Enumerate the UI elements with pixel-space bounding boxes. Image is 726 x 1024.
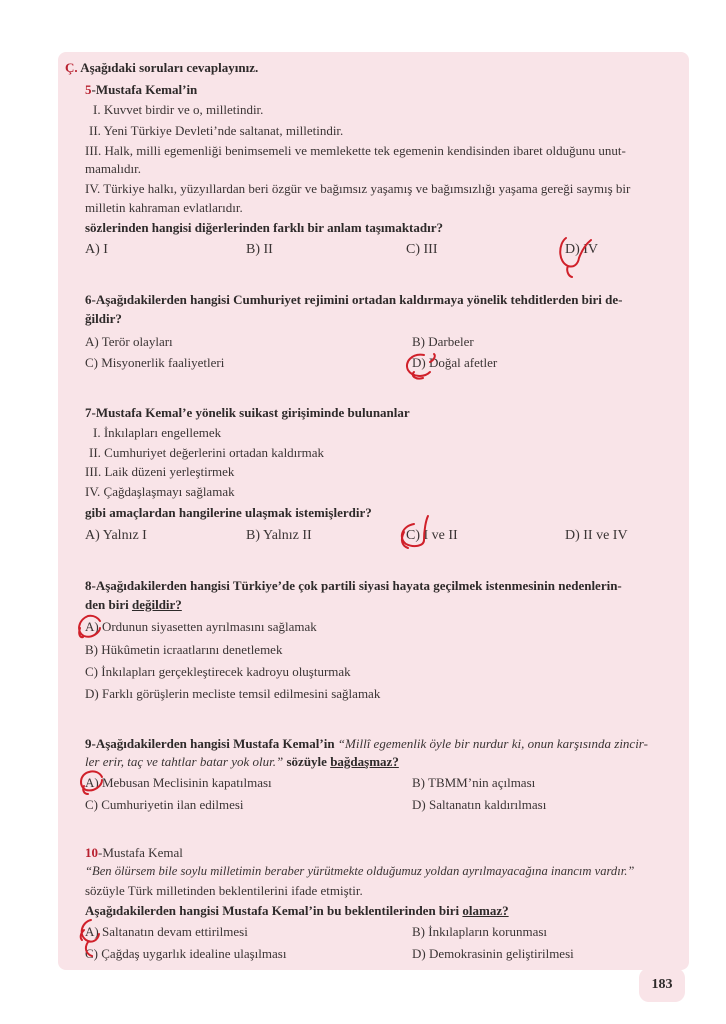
q10-title-text: -Mustafa Kemal [98,845,183,860]
q8-option-c[interactable]: C) İnkılapları gerçekleştirecek kadroyu oluşturmak [85,664,351,679]
q8-option-b[interactable]: B) Hükûmetin icraatlarını denetlemek [85,642,283,657]
q6-line-1: 6-Aşağıdakilerden hangisi Cumhuriyet rejimini ortadan kaldırmaya yönelik tehditlerden biri de- [85,292,623,307]
q10-option-a[interactable]: A) Saltanatın devam ettirilmesi [85,924,248,939]
q9-line-2 [85,752,399,771]
q10-question-prefix: Aşağıdakilerden hangisi Mustafa Kemal’in bu beklentilerinden biri [85,903,463,918]
q8-line-2-prefix: den biri [85,597,132,612]
q5-option-d[interactable]: D) IV [565,242,599,257]
q6-option-b[interactable]: B) Darbeler [412,334,474,349]
q5-title-text: -Mustafa Kemal’in [91,82,198,97]
q7-question: gibi amaçlardan hangilerine ulaşmak istemişlerdir? [85,505,372,520]
q5-option-c[interactable]: C) III [406,242,438,257]
q10-question [85,901,509,920]
q8-emphasis: değildir? [131,597,182,612]
q7-title: 7-Mustafa Kemal’e yönelik suikast girişiminde bulunanlar [85,405,410,420]
q10-quote: “Ben ölürsem bile soylu milletimin beraber yürütmekte olduğumuz yoldan ayrılmayacağına inancım vardır.” [85,864,635,878]
q10-line-3: sözüyle Türk milletinden beklentilerini ifade etmiştir. [85,883,363,898]
q5-question: sözlerinden hangisi diğerlerinden farklı bir anlam taşımaktadır? [85,220,444,235]
q5-item-4-cont: milletin kahraman evlatlarıdır. [85,200,243,215]
q7-item-2: II. Cumhuriyet değerlerini ortadan kaldırmak [89,445,325,460]
q5-option-b[interactable]: B) II [246,242,273,257]
q7-item-4: IV. Çağdaşlaşmayı sağlamak [85,484,235,499]
q5-title: 5-Mustafa Kemal’in [85,82,198,97]
q5-item-2: II. Yeni Türkiye Devleti’nde saltanat, milletindir. [89,123,344,138]
q6-option-d[interactable]: D) Doğal afetler [412,355,498,370]
q7-option-b[interactable]: B) Yalnız II [246,528,312,543]
q8-option-a[interactable]: A) Ordunun siyasetten ayrılmasını sağlamak [85,619,317,634]
q9-line-1 [85,734,648,753]
page-number: 183 [639,968,685,1002]
q5-item-3: III. Halk, milli egemenliği benimsemeli ve memlekette tek egemenin kendisinden ibaret olduğunu unut- [85,143,626,158]
q8-line-2 [85,595,182,614]
q7-option-c[interactable]: C) I ve II [406,528,458,543]
section-letter: Ç. [65,60,78,75]
q9-quote-2: ler erir, taç ve tahtlar batar yok olur.” [85,754,284,769]
q6-option-a[interactable]: A) Terör olayları [85,334,173,349]
q8-line-1: 8-Aşağıdakilerden hangisi Türkiye’de çok partili siyasi hayata geçilmek istenmesinin nedenlerin- [85,578,622,593]
q10-option-b[interactable]: B) İnkılapların korunması [412,924,548,939]
q7-option-a[interactable]: A) Yalnız I [85,528,147,543]
q6-line-2: ğildir? [85,311,122,326]
q9-quote-1: “Millî egemenlik öyle bir nurdur ki, onun karşısında zincir- [337,736,648,751]
q10-emphasis: olamaz? [462,903,509,918]
q9-option-c[interactable]: C) Cumhuriyetin ilan edilmesi [85,797,244,812]
q7-item-1: I. İnkılapları engellemek [93,425,222,440]
q10-option-c[interactable]: C) Çağdaş uygarlık idealine ulaşılması [85,946,287,961]
q5-item-1: I. Kuvvet birdir ve o, milletindir. [93,102,264,117]
q7-option-d[interactable]: D) II ve IV [565,528,628,543]
q8-option-d[interactable]: D) Farklı görüşlerin mecliste temsil edilmesini sağlamak [85,686,381,701]
q9-option-b[interactable]: B) TBMM’nin açılması [412,775,536,790]
q7-item-3: III. Laik düzeni yerleştirmek [85,464,235,479]
q9-option-a[interactable]: A) Mebusan Meclisinin kapatılması [85,775,272,790]
q10-title: 10-Mustafa Kemal [85,845,183,860]
q9-option-d[interactable]: D) Saltanatın kaldırılması [412,797,547,812]
q9-prefix: 9-Aşağıdakilerden hangisi Mustafa Kemal’in [85,736,338,751]
q5-item-3-cont: mamalıdır. [85,161,141,176]
q9-suffix: sözüyle [283,754,331,769]
section-title: Aşağıdaki soruları cevaplayınız. [80,60,259,75]
q6-option-c[interactable]: C) Misyonerlik faaliyetleri [85,355,225,370]
q10-option-d[interactable]: D) Demokrasinin geliştirilmesi [412,946,574,961]
q5-item-4: IV. Türkiye halkı, yüzyıllardan beri özgür ve bağımsız yaşamış ve bağımsızlığı yaşama gereği saymış bir [85,181,631,196]
q9-emphasis: bağdaşmaz? [330,754,399,769]
q5-option-a[interactable]: A) I [85,242,108,257]
section-header [65,58,258,77]
